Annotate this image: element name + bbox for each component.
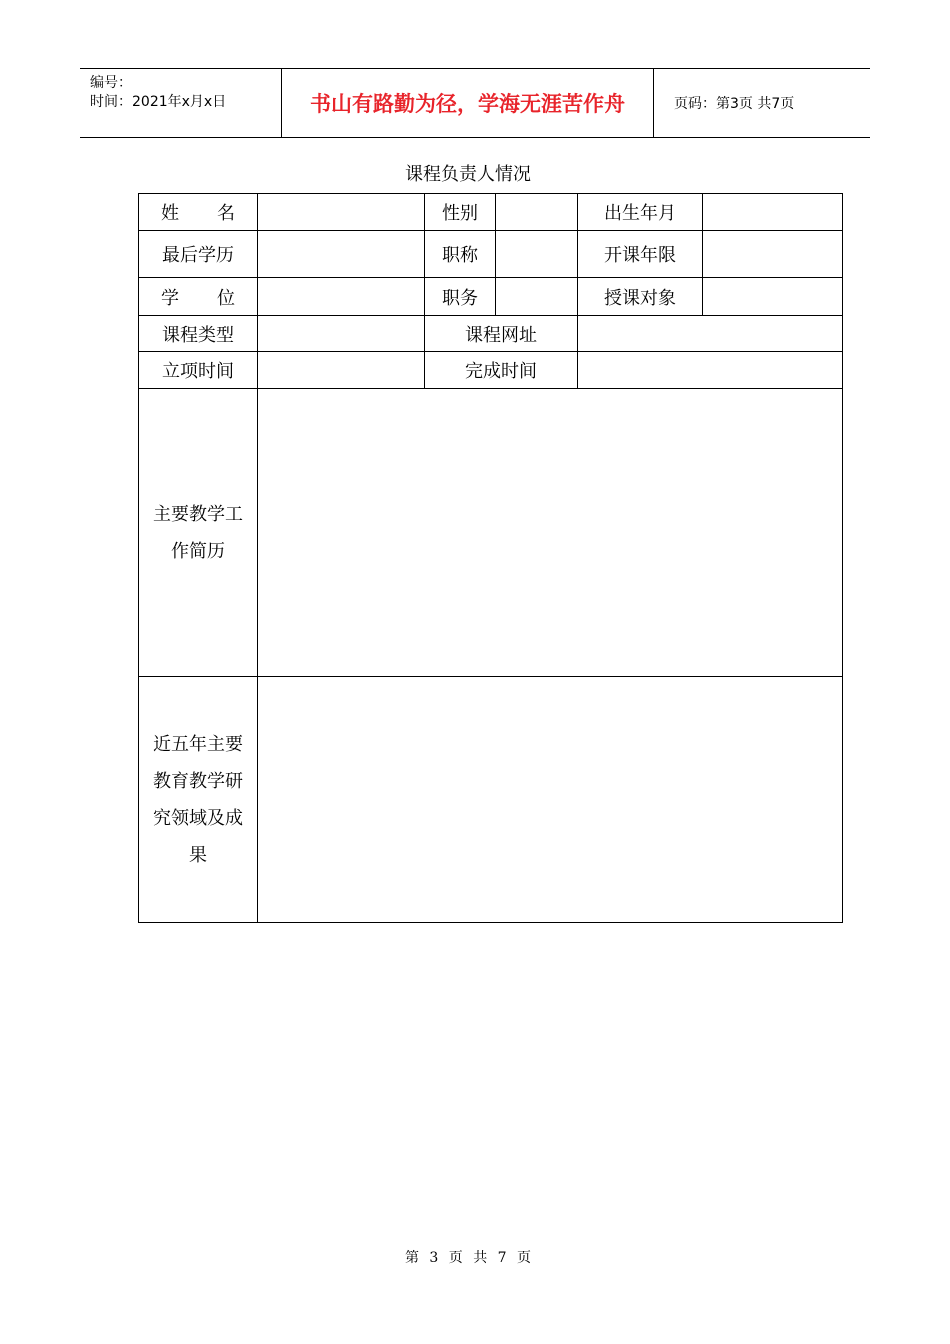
research-line: 究领域及成: [153, 807, 243, 829]
research-line: 教育教学研: [153, 770, 243, 792]
page-label: 页码：第3页 共7页: [674, 96, 795, 112]
name-label: [139, 194, 257, 230]
course-type-field[interactable]: [258, 316, 424, 351]
teaching-history-label: [139, 389, 257, 676]
date-label: 时间：2021年x月x日: [90, 94, 227, 110]
course-type-label: 课程类型: [162, 324, 234, 346]
header-page-label: [664, 69, 870, 137]
education-label: 最后学历: [162, 245, 234, 266]
degree-field[interactable]: [258, 278, 424, 315]
audience-label: 授课对象: [604, 287, 676, 309]
title-field[interactable]: [496, 231, 577, 277]
audience-field[interactable]: [703, 278, 842, 315]
course-url-label: 课程网址: [465, 324, 537, 346]
title-label: 职称: [442, 245, 478, 266]
position-field[interactable]: [496, 278, 577, 315]
project-time-label: 立项时间: [162, 361, 234, 382]
course-url-field[interactable]: [578, 316, 842, 351]
birth-field[interactable]: [703, 194, 842, 230]
teaching-history-line: 作简历: [171, 540, 225, 562]
name-label-part: 名: [217, 203, 235, 224]
degree-label-part: 位: [217, 287, 235, 309]
finish-time-field[interactable]: [578, 352, 842, 388]
page-header: [80, 68, 870, 138]
research-label: [139, 677, 257, 922]
research-line: 果: [189, 844, 207, 866]
research-line: 近五年主要: [153, 733, 243, 755]
teaching-history-line: 主要教学工: [153, 503, 243, 525]
research-field[interactable]: [258, 677, 842, 922]
number-label: 编号：: [90, 75, 132, 91]
course-leader-form: [138, 193, 843, 923]
degree-label-part: 学: [161, 287, 179, 309]
teaching-years-field[interactable]: [703, 231, 842, 277]
project-time-field[interactable]: [258, 352, 424, 388]
birth-label: 出生年月: [604, 203, 676, 224]
position-label: 职务: [442, 287, 478, 309]
name-label-part: 姓: [161, 203, 179, 224]
teaching-history-field[interactable]: [258, 389, 842, 676]
finish-time-label: 完成时间: [465, 361, 537, 382]
teaching-years-label: 开课年限: [604, 245, 676, 266]
page-title: 课程负责人情况: [405, 164, 531, 185]
header-motto: 书山有路勤为径，学海无涯苦作舟: [282, 69, 654, 137]
gender-label: 性别: [442, 203, 478, 224]
page-footer: 第 3 页 共 7 页: [404, 1250, 532, 1266]
header-meta: [80, 69, 282, 137]
table-border: [138, 922, 843, 923]
gender-field[interactable]: [496, 194, 577, 230]
table-border: [842, 193, 843, 923]
degree-label: [139, 278, 257, 315]
name-field[interactable]: [258, 194, 424, 230]
education-field[interactable]: [258, 231, 424, 277]
